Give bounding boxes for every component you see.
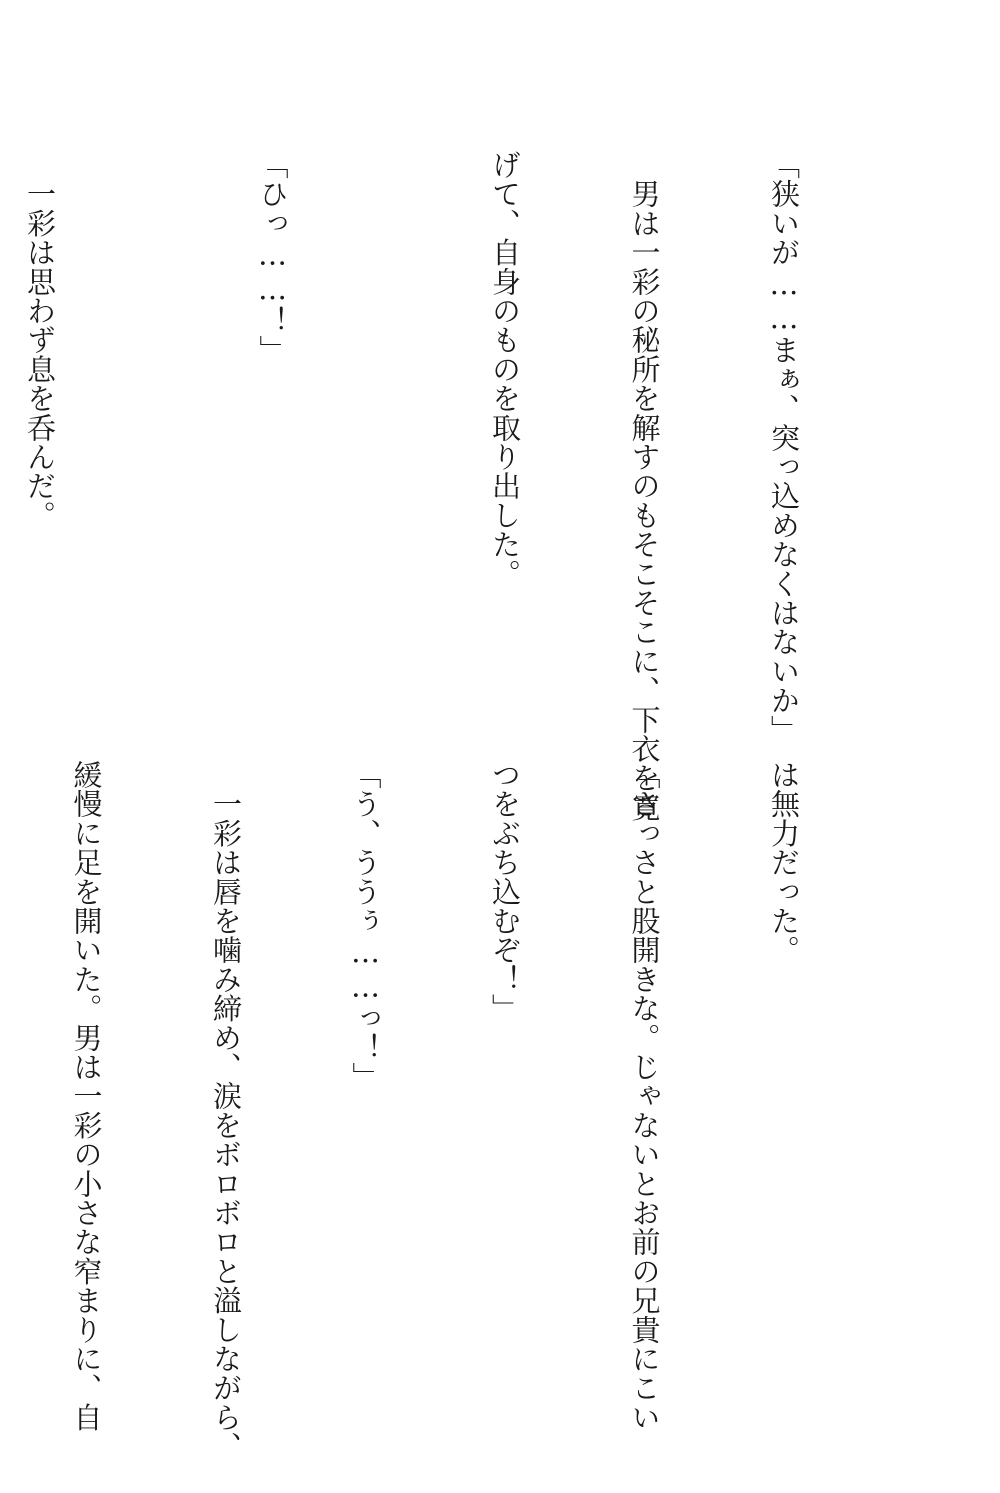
- text-line: 男は一彩の秘所を解すのもそこそこに、下衣を寛: [627, 150, 662, 822]
- top-text-block: [23, 150, 900, 822]
- bottom-text-block: [69, 760, 900, 1461]
- text-line: 一彩は思わず息を呑んだ。: [23, 150, 57, 530]
- text-line: 一彩は唇を噛み締め、涙をボロボロと溢しながら、: [209, 760, 243, 1461]
- text-line: つをぶち込むぞ！」: [488, 760, 522, 1023]
- text-line: 「狭いが……まぁ、突っ込めなくはないか」: [767, 150, 801, 744]
- text-line: 「さっさと股開きな。じゃないとお前の兄貴にこい: [627, 760, 662, 1432]
- text-line: 「ひっ……！」: [255, 150, 290, 365]
- text-line: げて、自身のものを取り出した。: [488, 150, 522, 588]
- text-line: は無力だった。: [767, 760, 801, 965]
- text-line: 緩慢に足を開いた。男は一彩の小さな窄まりに、自: [69, 760, 104, 1432]
- text-line: 「う、ううぅ……っ！」: [348, 760, 383, 1092]
